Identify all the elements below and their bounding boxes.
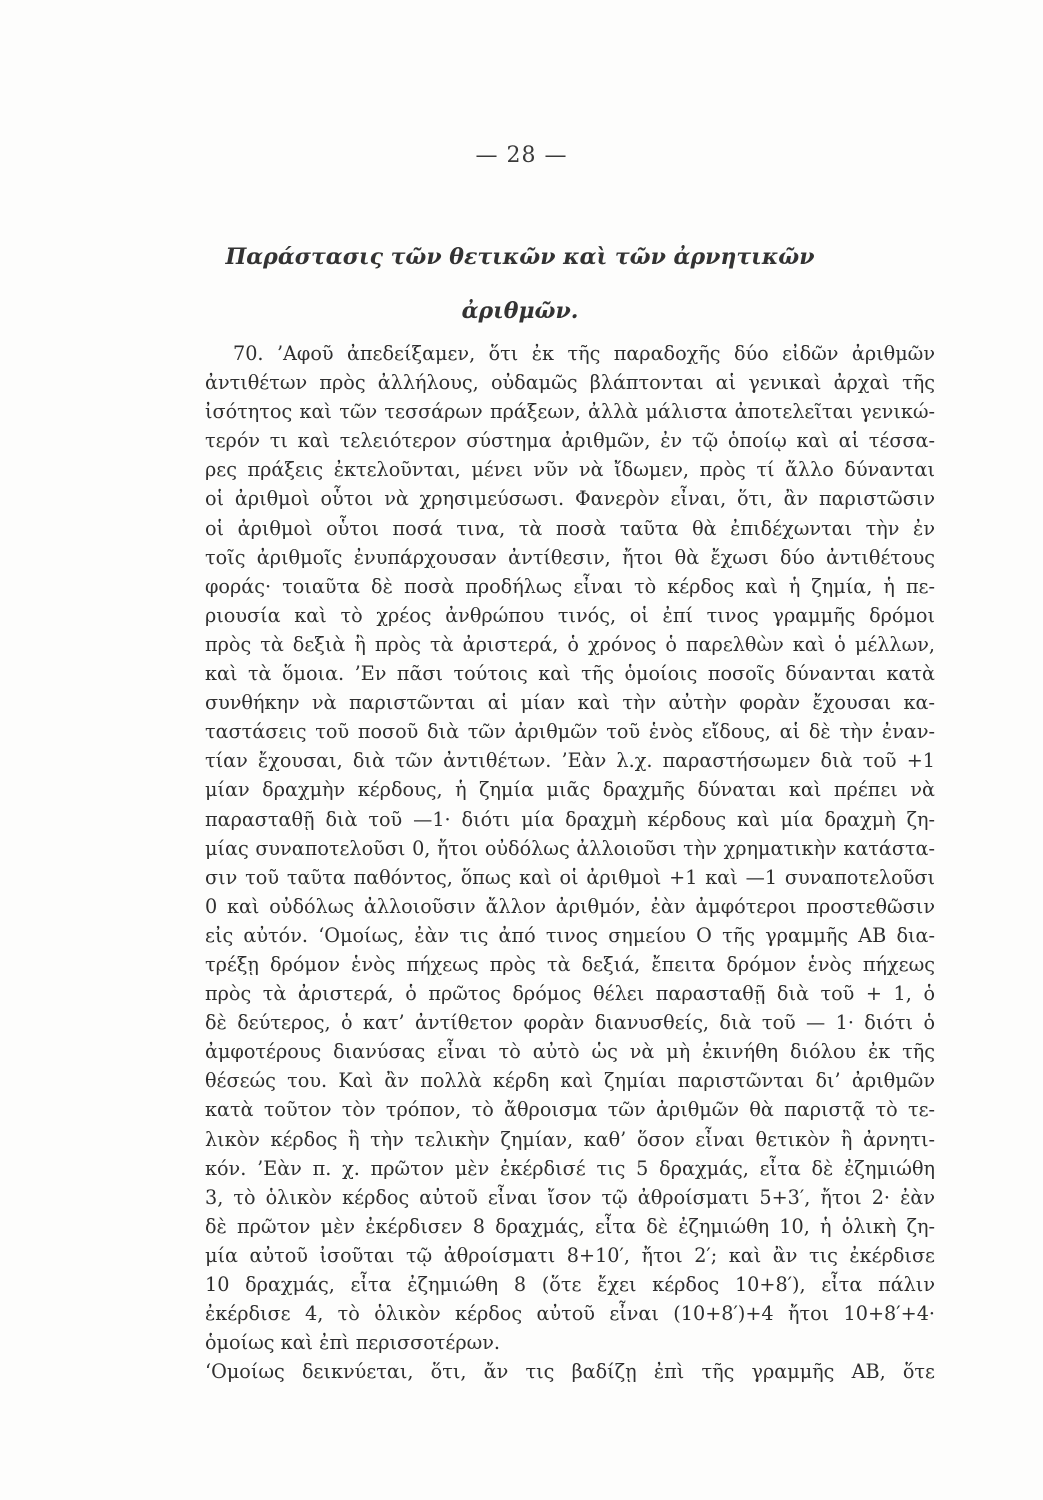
body-text xyxy=(205,339,935,1386)
text-line: ἰσότητος καὶ τῶν τεσσάρων πράξεων, ἀλλὰ μάλιστα ἀποτελεῖται γενικώ- xyxy=(205,400,935,424)
text-line: ἐκέρδισε 4, τὸ ὁλικὸν κέρδος αὐτοῦ εἶναι (10+8′)+4 ἤτοι 10+8′+4· xyxy=(205,1302,935,1326)
text-line: 70. ’Αφοῦ ἀπεδείξαμεν, ὅτι ἐκ τῆς παραδοχῆς δύο εἰδῶν ἀριθμῶν xyxy=(233,342,935,365)
text-line: 3, τὸ ὁλικὸν κέρδος αὐτοῦ εἶναι ἴσον τῷ ἀθροίσματι 5+3′, ἤτοι 2· ἐὰν xyxy=(205,1185,935,1209)
text-line: παρασταθῇ διὰ τοῦ —1· διότι μία δραχμὴ κέρδους καὶ μία δραχμὴ ζη- xyxy=(205,807,935,831)
text-line: τερόν τι καὶ τελειότερον σύστημα ἀριθμῶν, ἐν τῷ ὁποίῳ καὶ αἱ τέσσα- xyxy=(205,429,935,453)
text-line: δὲ δεύτερος, ὁ κατ’ ἀντίθετον φορὰν διανυσθείς, διὰ τοῦ — 1· διότι ὁ xyxy=(205,1011,935,1035)
text-line: ἀντιθέτων πρὸς ἀλλήλους, οὐδαμῶς βλάπτονται αἱ γενικαὶ ἀρχαὶ τῆς xyxy=(205,371,935,395)
text-line: μία αὐτοῦ ἰσοῦται τῷ ἀθροίσματι 8+10′, ἤτοι 2′; καὶ ἂν τις ἐκέρδισε xyxy=(205,1243,935,1267)
text-line: οἱ ἀριθμοὶ οὗτοι νὰ χρησιμεύσωσι. Φανερὸν εἶναι, ὅτι, ἂν παριστῶσιν xyxy=(205,487,935,511)
text-line: τίαν ἔχουσαι, διὰ τῶν ἀντιθέτων. ’Εὰν λ.χ. παραστήσωμεν διὰ τοῦ +1 xyxy=(205,749,935,773)
text-line: πρὸς τὰ δεξιὰ ἢ πρὸς τὰ ἀριστερά, ὁ χρόνος ὁ παρελθὼν καὶ ὁ μέλλων, xyxy=(205,632,935,656)
text-line: σιν τοῦ ταῦτα παθόντος, ὅπως καὶ οἱ ἀριθμοὶ +1 καὶ —1 συναποτελοῦσι xyxy=(205,865,935,889)
text-line: συνθήκην νὰ παριστῶνται αἱ μίαν καὶ τὴν αὐτὴν φορὰν ἔχουσαι κα- xyxy=(205,691,935,715)
text-line: κόν. ’Εὰν π. χ. πρῶτον μὲν ἐκέρδισέ τις 5 δραχμάς, εἶτα δὲ ἐζημιώθη xyxy=(205,1156,935,1180)
text-line: εἰς αὐτόν. ‘Ομοίως, ἐὰν τις ἀπό τινος σημείου Ο τῆς γραμμῆς ΑΒ δια- xyxy=(205,923,935,947)
text-line: ἀμφοτέρους διανύσας εἶναι τὸ αὐτὸ ὡς νὰ μὴ ἐκινήθη διόλου ἐκ τῆς xyxy=(205,1040,935,1064)
text-line: θέσεώς του. Καὶ ἂν πολλὰ κέρδη καὶ ζημίαι παριστῶνται δι’ ἀριθμῶν xyxy=(205,1069,935,1093)
text-line: κατὰ τοῦτον τὸν τρόπον, τὸ ἄθροισμα τῶν ἀριθμῶν θὰ παριστᾷ τὸ τε- xyxy=(205,1098,935,1122)
text-line: 0 καὶ οὐδόλως ἀλλοιοῦσιν ἄλλον ἀριθμόν, ἐὰν ἀμφότεροι προστεθῶσιν xyxy=(205,894,935,918)
text-line: φοράς· τοιαῦτα δὲ ποσὰ προδήλως εἶναι τὸ κέρδος καὶ ἡ ζημία, ἡ πε- xyxy=(205,574,935,598)
text-line: μίας συναποτελοῦσι 0, ἤτοι οὐδόλως ἀλλοιοῦσι τὴν χρηματικὴν κατάστα- xyxy=(205,836,935,860)
section-heading xyxy=(150,230,890,338)
text-line: πρὸς τὰ ἀριστερά, ὁ πρῶτος δρόμος θέλει παρασταθῇ διὰ τοῦ + 1, ὁ xyxy=(205,982,935,1006)
text-line: μίαν δραχμὴν κέρδους, ἡ ζημία μιᾶς δραχμῆς δύναται καὶ πρέπει νὰ xyxy=(205,778,935,802)
paragraph-2 xyxy=(205,1357,935,1386)
text-line: ὁμοίως καὶ ἐπὶ περισσοτέρων. xyxy=(205,1331,501,1355)
section-heading-line-1: Παράστασις τῶν θετικῶν καὶ τῶν ἀρνητικῶν xyxy=(225,244,815,270)
paragraph-70 xyxy=(205,339,935,1357)
text-line: ριουσία καὶ τὸ χρέος ἀνθρώπου τινός, οἱ ἐπί τινος γραμμῆς δρόμοι xyxy=(205,603,935,627)
text-line: 10 δραχμάς, εἶτα ἐζημιώθη 8 (ὅτε ἔχει κέρδος 10+8′), εἶτα πάλιν xyxy=(205,1273,935,1296)
text-line: λικὸν κέρδος ἢ τὴν τελικὴν ζημίαν, καθ’ ὅσον εἶναι θετικὸν ἢ ἀρνητι- xyxy=(205,1127,935,1151)
section-heading-line-2: ἀριθμῶν. xyxy=(461,298,579,324)
text-line: ταστάσεις τοῦ ποσοῦ διὰ τῶν ἀριθμῶν τοῦ ἑνὸς εἴδους, αἱ δὲ τὴν ἐναν- xyxy=(205,720,935,744)
text-line: καὶ τὰ ὅμοια. ’Εν πᾶσι τούτοις καὶ τῆς ὁμοίοις ποσοῖς δύνανται κατὰ xyxy=(205,662,935,686)
text-line: ρες πράξεις ἐκτελοῦνται, μένει νῦν νὰ ἴδωμεν, πρὸς τί ἄλλο δύνανται xyxy=(205,458,935,482)
text-line: τοῖς ἀριθμοῖς ἐνυπάρχουσαν ἀντίθεσιν, ἤτοι θὰ ἔχωσι δύο ἀντιθέτους xyxy=(205,545,935,569)
text-line: δὲ πρῶτον μὲν ἐκέρδισεν 8 δραχμάς, εἶτα δὲ ἐζημιώθη 10, ἡ ὁλικὴ ζη- xyxy=(205,1214,935,1238)
text-line: ‘Ομοίως δεικνύεται, ὅτι, ἄν τις βαδίζῃ ἐπὶ τῆς γραμμῆς ΑΒ, ὅτε xyxy=(205,1360,935,1384)
text-line: οἱ ἀριθμοὶ οὗτοι ποσά τινα, τὰ ποσὰ ταῦτα θὰ ἐπιδέχωνται τὴν ἐν xyxy=(205,516,935,540)
text-line: τρέξῃ δρόμον ἑνὸς πήχεως πρὸς τὰ δεξιά, ἔπειτα δρόμον ἑνὸς πήχεως xyxy=(205,952,935,976)
page-number: — 28 — xyxy=(475,143,568,168)
